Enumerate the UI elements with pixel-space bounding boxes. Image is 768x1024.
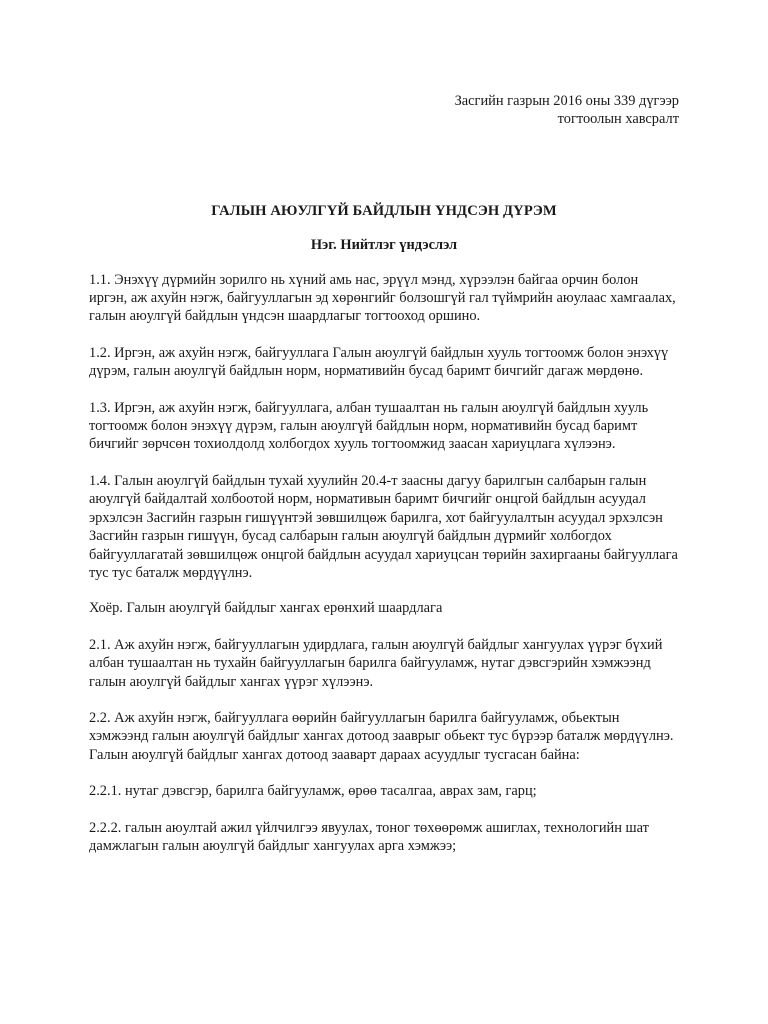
- approval-note: [89, 92, 679, 129]
- document-title: ГАЛЫН АЮУЛГҮЙ БАЙДЛЫН ҮНДСЭН ДҮРЭМ: [211, 202, 557, 219]
- document-page: [89, 92, 679, 855]
- paragraph-2-1: 2.1. Аж ахуйн нэгж, байгууллагын удирдлага, галын аюулгүй байдлыг хангуулах үүрэг бүхий албан тушаалтан нь тухайн байгууллагын барилга байгууламж, нутаг дэвсгэрийн хэмжээнд галын аюулгүй байдлыг хангах үүрэг хүлээнэ.: [89, 636, 663, 690]
- paragraph-1-3: 1.3. Иргэн, аж ахуйн нэгж, байгууллага, албан тушаалтан нь галын аюулгүй байдлын хууль тогтоомж болон энэхүү дүрэм, галын аюулгүй байдлын норм, нормативийн бусад баримт бичгийг зөрчсөн тохиолдолд холбогдох хууль тогтоомжид заасан хариуцлага хүлээнэ.: [89, 399, 649, 453]
- approval-note-line-2: тогтоолын хавсралт: [557, 111, 679, 128]
- paragraph-2-2: 2.2. Аж ахуйн нэгж, байгууллага өөрийн байгууллагын барилга байгууламж, обьектын хэмжээнд галын аюулгүй байдлыг хангах дотоод зааврыг обьект тус бүрээр баталж мөрдүүлнэ. Галын аюулгүй байдлыг хангах дотоод зааварт дараах асуудлыг тусгасан байна:: [89, 709, 674, 763]
- paragraph-1-2: 1.2. Иргэн, аж ахуйн нэгж, байгууллага Галын аюулгүй байдлын хууль тогтоомж болон энэхүү дүрэм, галын аюулгүй байдлын норм, нормативийн бусад баримт бичгийг дагаж мөрдөнө.: [89, 344, 669, 380]
- paragraph-1-1: 1.1. Энэхүү дүрмийн зорилго нь хүний амь нас, эрүүл мэнд, хүрээлэн байгаа орчин болон иргэн, аж ахуйн нэгж, байгууллагын эд хөрөнгийг болзошгүй гал түймрийн аюулаас хамгаалах, галын аюулгүй байдлын үндсэн шаардлагыг тогтооход оршино.: [89, 271, 676, 325]
- approval-note-line-1: Засгийн газрын 2016 оны 339 дүгээр: [454, 93, 679, 109]
- paragraph-2-2-1: 2.2.1. нутаг дэвсгэр, барилга байгууламж, өрөө тасалгаа, аврах зам, гарц;: [89, 783, 537, 800]
- paragraph-1-4: 1.4. Галын аюулгүй байдлын тухай хуулийн 20.4-т заасны дагуу барилгын салбарын галын аюулгүй байдалтай холбоотой норм, нормативын баримт бичгийг онцгой байдлын асуудал эрхэлсэн Засгийн газрын гишүүнтэй зөвшилцөж барилга, хот байгуулалтын асуудал эрхэлсэн Засгийн газрын гишүүн, бусад салбарын галын аюулгүй байдлын дүрмийг холбогдох байгууллагатай зөвшилцөж онцгой байдлын асуудал хариуцсан төрийн захиргааны байгууллага тус тус баталж мөрдүүлнэ.: [89, 472, 678, 581]
- section-2-heading: Хоёр. Галын аюулгүй байдлыг хангах ерөнхий шаардлага: [89, 600, 443, 617]
- paragraph-2-2-2: 2.2.2. галын аюултай ажил үйлчилгээ явуулах, тоног төхөөрөмж ашиглах, технологийн шат дамжлагын галын аюулгүй байдлыг хангуулах арга хэмжээ;: [89, 819, 649, 854]
- section-1-heading: Нэг. Нийтлэг үндэслэл: [310, 237, 458, 254]
